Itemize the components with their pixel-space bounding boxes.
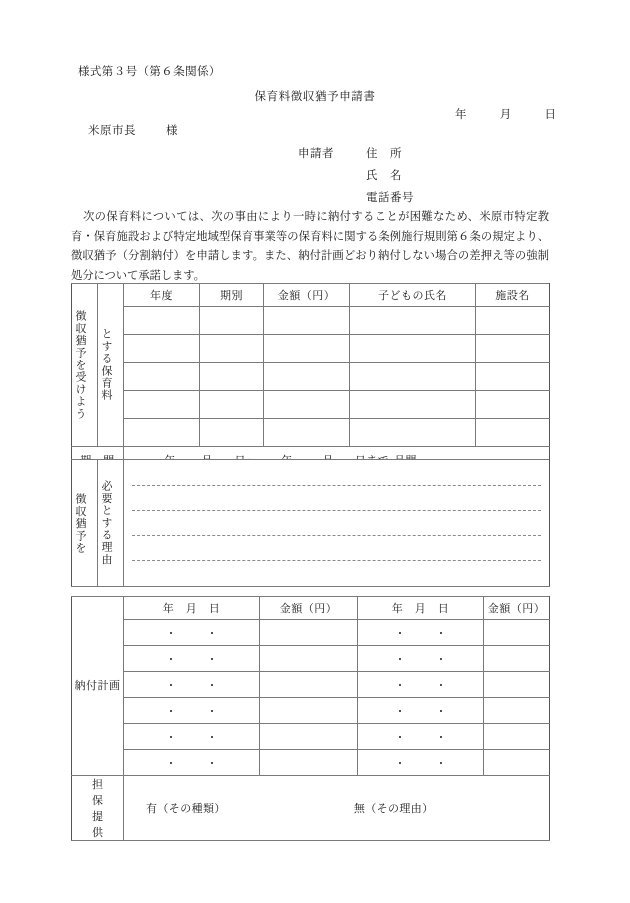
- reason-row-label-right: 徴収猶予を: [72, 460, 98, 587]
- date-dots: [124, 677, 259, 693]
- plan-col-header-amount-1: 金額（円）: [260, 597, 358, 620]
- fees-cell-childname[interactable]: [350, 307, 476, 335]
- date-dot: ・: [394, 653, 406, 666]
- fees-cell-amount[interactable]: [264, 307, 350, 335]
- collateral-value[interactable]: [124, 776, 550, 841]
- fees-row-label-right: 徴収猶予を受けよう: [72, 284, 98, 447]
- fees-cell-term[interactable]: [200, 419, 264, 447]
- date-dot: ・: [206, 627, 218, 640]
- table-row: [72, 724, 550, 750]
- table-row: [72, 335, 550, 363]
- document-title: 保育料徴収猶予申請書: [254, 91, 376, 103]
- collateral-no-option[interactable]: 無（その理由）: [353, 803, 434, 815]
- applicant-phone-label: 電話番号: [366, 192, 414, 204]
- date-dot: ・: [435, 731, 447, 744]
- plan-cell-amount-2[interactable]: [484, 698, 550, 724]
- plan-cell-amount-2[interactable]: [484, 646, 550, 672]
- plan-cell-amount-1[interactable]: [260, 698, 358, 724]
- date-month-label: 月: [499, 109, 512, 121]
- plan-cell-date-2[interactable]: [358, 672, 484, 698]
- table-reason: [71, 459, 550, 587]
- applicant-address-row: [298, 145, 414, 167]
- fees-cell-amount[interactable]: [264, 391, 350, 419]
- date-dot: ・: [435, 679, 447, 692]
- fees-cell-facility[interactable]: [476, 363, 550, 391]
- date-dot: ・: [165, 627, 177, 640]
- fees-col-header-childname: 子どもの氏名: [350, 284, 476, 307]
- plan-cell-date-2[interactable]: [358, 698, 484, 724]
- reason-dash-line: [132, 560, 541, 561]
- date-dots: [124, 651, 259, 667]
- fees-col-header-year: 年度: [124, 284, 200, 307]
- fees-cell-year[interactable]: [124, 335, 200, 363]
- plan-col-header-amount-2: 金額（円）: [484, 597, 550, 620]
- date-dots: [124, 703, 259, 719]
- fees-cell-term[interactable]: [200, 335, 264, 363]
- fees-cell-term[interactable]: [200, 307, 264, 335]
- collateral-options: [124, 800, 549, 816]
- fees-col-header-amount: 金額（円）: [264, 284, 350, 307]
- table-row: [72, 419, 550, 447]
- plan-cell-amount-1[interactable]: [260, 646, 358, 672]
- date-dots: [124, 729, 259, 745]
- plan-cell-date-1[interactable]: [124, 724, 260, 750]
- addressee: [88, 122, 178, 138]
- date-dot: ・: [206, 679, 218, 692]
- collateral-label: 担 保 提 供: [72, 776, 124, 841]
- table-payment-plan: [71, 596, 550, 841]
- fees-cell-year[interactable]: [124, 307, 200, 335]
- fees-cell-year[interactable]: [124, 419, 200, 447]
- fees-cell-facility[interactable]: [476, 335, 550, 363]
- reason-dash-line: [132, 485, 541, 486]
- date-dots: [358, 703, 483, 719]
- date-dot: ・: [435, 757, 447, 770]
- date-dots: [358, 729, 483, 745]
- fees-cell-facility[interactable]: [476, 307, 550, 335]
- date-dots: [358, 677, 483, 693]
- plan-cell-date-2[interactable]: [358, 620, 484, 646]
- fees-col-header-facility: 施設名: [476, 284, 550, 307]
- plan-cell-amount-2[interactable]: [484, 750, 550, 776]
- table-row: [72, 391, 550, 419]
- plan-cell-date-2[interactable]: [358, 750, 484, 776]
- date-dot: ・: [165, 653, 177, 666]
- body-paragraph: 次の保育料については、次の事由により一時に納付することが困難なため、米原市特定教育・保育施設および特定地域型保育事業等の保育料に関する条例施行規則第６条の規定より、徴収猶予（分割納付）を申請します。また、納付計画どおり納付しない場合の差押え等の強制処分について承諾します。: [71, 211, 549, 282]
- addressee-honorific: 様: [166, 125, 178, 137]
- applicant-label: 申請者: [298, 148, 334, 160]
- date-day-label: 日: [544, 109, 557, 121]
- date-dot: ・: [394, 731, 406, 744]
- date-dot: ・: [394, 757, 406, 770]
- plan-cell-date-1[interactable]: [124, 620, 260, 646]
- plan-cell-amount-1[interactable]: [260, 620, 358, 646]
- applicant-address-label: 住 所: [366, 148, 402, 160]
- fees-cell-term[interactable]: [200, 391, 264, 419]
- applicant-name-row: [298, 167, 414, 189]
- date-dots: [124, 755, 259, 771]
- fees-cell-childname[interactable]: [350, 363, 476, 391]
- reason-row-label-left: 必要とする理由: [98, 460, 124, 587]
- plan-cell-amount-1[interactable]: [260, 672, 358, 698]
- date-dot: ・: [435, 653, 447, 666]
- date-year-label: 年: [455, 109, 467, 121]
- table-row: [72, 307, 550, 335]
- reason-writing-lines: [124, 460, 549, 586]
- form-number: 様式第３号（第６条関係）: [78, 66, 221, 78]
- plan-col-header-date-1: 年 月 日: [124, 597, 260, 620]
- date-dot: ・: [394, 627, 406, 640]
- fees-cell-term[interactable]: [200, 363, 264, 391]
- date-dot: ・: [206, 757, 218, 770]
- fees-col-header-term: 期別: [200, 284, 264, 307]
- date-line: [455, 106, 557, 122]
- date-dot: ・: [206, 705, 218, 718]
- plan-cell-date-1[interactable]: [124, 698, 260, 724]
- date-dots: [358, 651, 483, 667]
- date-dot: ・: [165, 731, 177, 744]
- date-dot: ・: [435, 705, 447, 718]
- date-dot: ・: [165, 679, 177, 692]
- plan-cell-amount-2[interactable]: [484, 672, 550, 698]
- date-dot: ・: [165, 757, 177, 770]
- date-dots: [124, 625, 259, 641]
- fees-cell-amount[interactable]: [264, 363, 350, 391]
- plan-cell-amount-1[interactable]: [260, 750, 358, 776]
- applicant-block: [298, 145, 414, 211]
- date-dot: ・: [206, 653, 218, 666]
- table-row: [72, 646, 550, 672]
- fees-cell-facility[interactable]: [476, 419, 550, 447]
- plan-cell-amount-1[interactable]: [260, 724, 358, 750]
- plan-row-label-text: 納付計画: [74, 679, 121, 692]
- fees-row-label-left: とする保育料: [98, 284, 124, 447]
- plan-cell-date-1[interactable]: [124, 750, 260, 776]
- plan-row-label: [72, 597, 124, 776]
- collateral-yes-option[interactable]: 有（その種類）: [146, 803, 226, 815]
- date-dots: [358, 625, 483, 641]
- date-dot: ・: [206, 731, 218, 744]
- date-dots: [358, 755, 483, 771]
- plan-col-header-date-2: 年 月 日: [358, 597, 484, 620]
- fees-cell-year[interactable]: [124, 363, 200, 391]
- applicant-name-label: 氏 名: [366, 170, 402, 182]
- table-row: [72, 284, 550, 307]
- table-row: [72, 460, 550, 587]
- table-row: [72, 750, 550, 776]
- date-dot: ・: [435, 627, 447, 640]
- table-row: [72, 363, 550, 391]
- table-row: [72, 698, 550, 724]
- plan-cell-date-2[interactable]: [358, 646, 484, 672]
- fees-cell-childname[interactable]: [350, 335, 476, 363]
- fees-cell-childname[interactable]: [350, 419, 476, 447]
- fees-cell-amount[interactable]: [264, 419, 350, 447]
- table-row: [72, 597, 550, 620]
- reason-textarea[interactable]: [124, 460, 550, 587]
- fees-cell-year[interactable]: [124, 391, 200, 419]
- plan-cell-date-1[interactable]: [124, 672, 260, 698]
- fees-cell-amount[interactable]: [264, 335, 350, 363]
- table-row: [72, 620, 550, 646]
- date-dot: ・: [165, 705, 177, 718]
- fees-cell-childname[interactable]: [350, 391, 476, 419]
- addressee-name: 米原市長: [88, 125, 136, 137]
- plan-cell-amount-2[interactable]: [484, 620, 550, 646]
- table-row: [72, 672, 550, 698]
- fees-cell-facility[interactable]: [476, 391, 550, 419]
- reason-dash-line: [132, 535, 541, 536]
- plan-cell-amount-2[interactable]: [484, 724, 550, 750]
- plan-cell-date-2[interactable]: [358, 724, 484, 750]
- reason-dash-line: [132, 510, 541, 511]
- table-row-collateral: [72, 776, 550, 841]
- date-dot: ・: [394, 705, 406, 718]
- table-deferred-fees: [71, 283, 550, 474]
- date-dot: ・: [394, 679, 406, 692]
- plan-cell-date-1[interactable]: [124, 646, 260, 672]
